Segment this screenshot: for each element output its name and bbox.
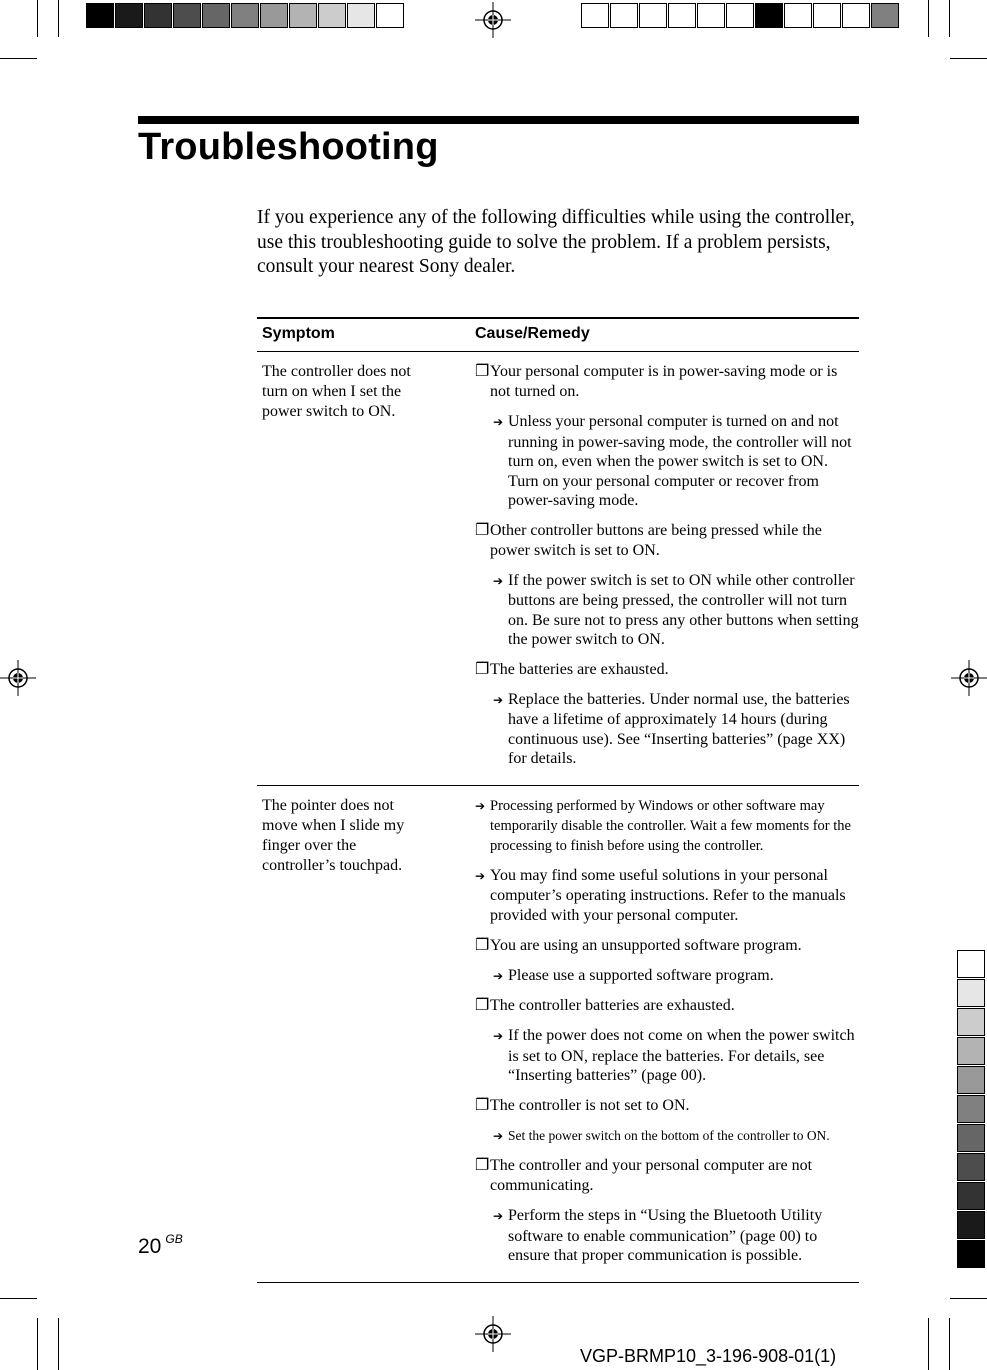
color-swatch: [115, 3, 143, 28]
crop-mark: [0, 58, 37, 59]
crop-mark: [37, 0, 38, 37]
troubleshooting-table: [257, 317, 859, 1283]
intro-paragraph: If you experience any of the following difficulties while using the controller, use this troubleshooting guide to solve the problem. If a problem persists, consult your nearest Sony dealer.: [257, 207, 855, 277]
remedy-item: [475, 571, 859, 650]
color-swatch: [813, 3, 841, 28]
color-swatch: [957, 1182, 985, 1210]
checkbox-icon: ❐: [475, 521, 490, 539]
crop-mark: [58, 0, 59, 37]
item-text: If the power does not come on when the power switch is set to ON, replace the batteries. For details, see “Inserting batteries” (page 00).: [508, 1027, 855, 1084]
color-swatch: [957, 1095, 985, 1123]
item-text: The controller is not set to ON.: [490, 1096, 690, 1114]
cause-remedy-cell: [475, 352, 859, 785]
crop-mark: [950, 58, 987, 59]
page-number-value: 20: [138, 1235, 162, 1258]
crop-mark: [0, 1298, 37, 1299]
color-swatch: [726, 3, 754, 28]
registration-target-icon: [475, 2, 511, 38]
arrow-right-icon: ➔: [493, 1209, 504, 1223]
color-swatch: [871, 3, 899, 28]
cause-item: [475, 1156, 859, 1196]
crop-mark: [928, 1318, 929, 1370]
color-swatch: [957, 1124, 985, 1152]
item-text: If the power switch is set to ON while other controller buttons are being pressed, the controller will not turn on. Be sure not to press any other buttons when setting the power switch to ON.: [508, 571, 859, 648]
header-cause-remedy: Cause/Remedy: [475, 325, 590, 342]
symptom-cell: The pointer does not move when I slide my finger over the controller’s touchpad.: [262, 796, 405, 874]
cause-item: [475, 996, 859, 1016]
checkbox-icon: ❐: [475, 997, 490, 1014]
color-swatch: [173, 3, 201, 28]
crop-mark: [58, 1318, 59, 1370]
color-swatch: [957, 1037, 985, 1065]
color-swatch: [957, 950, 985, 978]
item-text: You are using an unsupported software program.: [490, 936, 802, 954]
crop-mark: [949, 1318, 950, 1370]
color-swatch: [957, 1211, 985, 1239]
item-text: The batteries are exhausted.: [490, 660, 669, 678]
item-text: Please use a supported software program.: [508, 966, 774, 984]
arrow-right-icon: ➔: [493, 573, 504, 588]
color-swatch: [347, 3, 375, 28]
registration-target-icon: [475, 1316, 511, 1352]
color-swatch: [202, 3, 230, 28]
checkbox-icon: ❐: [475, 1096, 490, 1114]
color-swatch: [755, 3, 783, 28]
arrow-right-icon: ➔: [493, 415, 504, 429]
arrow-right-icon: ➔: [493, 1029, 504, 1043]
checkbox-icon: ❐: [475, 363, 490, 380]
color-bar-top-right: [581, 3, 900, 28]
arrow-right-icon: ➔: [475, 798, 486, 813]
color-swatch: [144, 3, 172, 28]
cause-item: [475, 521, 859, 561]
document-code: VGP-BRMP10_3-196-908-01(1): [580, 1346, 837, 1366]
crop-mark: [950, 1298, 987, 1299]
remedy-item: [475, 796, 859, 856]
color-swatch: [957, 1008, 985, 1036]
registration-target-icon: [0, 660, 36, 696]
cause-item: [475, 362, 859, 402]
cause-item: [475, 660, 859, 680]
color-swatch: [86, 3, 114, 28]
checkbox-icon: ❐: [475, 660, 490, 678]
color-swatch: [957, 1153, 985, 1181]
arrow-right-icon: ➔: [493, 968, 504, 983]
item-text: The controller and your personal computer are not communicating.: [490, 1157, 813, 1194]
table-header: [257, 317, 859, 351]
color-swatch: [610, 3, 638, 28]
cause-remedy-cell: [475, 786, 859, 1282]
symptom-cell: The controller does not turn on when I set the power switch to ON.: [262, 363, 411, 420]
remedy-item: [475, 690, 859, 769]
remedy-item: [475, 1206, 859, 1266]
color-bar-right: [957, 950, 985, 1269]
cause-item: [475, 936, 859, 956]
remedy-item: [475, 412, 859, 511]
color-swatch: [581, 3, 609, 28]
title-rule: [138, 116, 859, 124]
item-text: Other controller buttons are being pressed while the power switch is set to ON.: [490, 521, 822, 559]
item-text: Processing performed by Windows or other software may temporarily disable the controller. Wait a few moments for the processing to finish before using the controller.: [490, 797, 851, 854]
color-swatch: [668, 3, 696, 28]
item-text: Perform the steps in “Using the Bluetooth Utility software to enable communication” (page 00) to ensure that proper communication is possible.: [508, 1207, 823, 1264]
color-swatch: [697, 3, 725, 28]
color-swatch: [842, 3, 870, 28]
color-swatch: [957, 979, 985, 1007]
header-symptom: Symptom: [262, 325, 335, 342]
arrow-right-icon: ➔: [493, 692, 504, 707]
remedy-item: [475, 866, 859, 926]
item-text: You may find some useful solutions in your personal computer’s operating instructions. Refer to the manuals provided with your personal computer.: [490, 866, 846, 924]
color-bar-top-left: [86, 3, 405, 28]
arrow-right-icon: ➔: [475, 868, 486, 883]
arrow-right-icon: ➔: [493, 1128, 504, 1143]
page-suffix: GB: [165, 1232, 183, 1246]
item-text: Set the power switch on the bottom of the controller to ON.: [508, 1127, 830, 1143]
registration-target-icon: [951, 660, 987, 696]
color-swatch: [231, 3, 259, 28]
remedy-item: [475, 966, 859, 987]
color-swatch: [260, 3, 288, 28]
item-text: The controller batteries are exhausted.: [490, 997, 735, 1014]
color-swatch: [784, 3, 812, 28]
cause-item: [475, 1096, 859, 1116]
table-row: [257, 785, 859, 1283]
page-number: [138, 1232, 183, 1259]
remedy-item: [475, 1026, 859, 1086]
color-swatch: [318, 3, 346, 28]
color-swatch: [376, 3, 404, 28]
page-title: Troubleshooting: [138, 126, 439, 168]
crop-mark: [37, 1318, 38, 1370]
checkbox-icon: ❐: [475, 1157, 490, 1174]
item-text: Your personal computer is in power-saving mode or is not turned on.: [490, 363, 838, 400]
item-text: Unless your personal computer is turned on and not running in power-saving mode, the controller will not turn on, even when the power switch is set to ON. Turn on your personal computer or recover from power-saving mode.: [508, 413, 852, 509]
color-swatch: [289, 3, 317, 28]
color-swatch: [957, 1240, 985, 1268]
item-text: Replace the batteries. Under normal use, the batteries have a lifetime of approximately 14 hours (during continuous use). See “Inserting batteries” (page XX) for details.: [508, 690, 850, 767]
remedy-item: [475, 1126, 859, 1147]
checkbox-icon: ❐: [475, 936, 490, 954]
crop-mark: [928, 0, 929, 37]
crop-mark: [949, 0, 950, 37]
table-row: [257, 351, 859, 785]
color-swatch: [957, 1066, 985, 1094]
color-swatch: [639, 3, 667, 28]
